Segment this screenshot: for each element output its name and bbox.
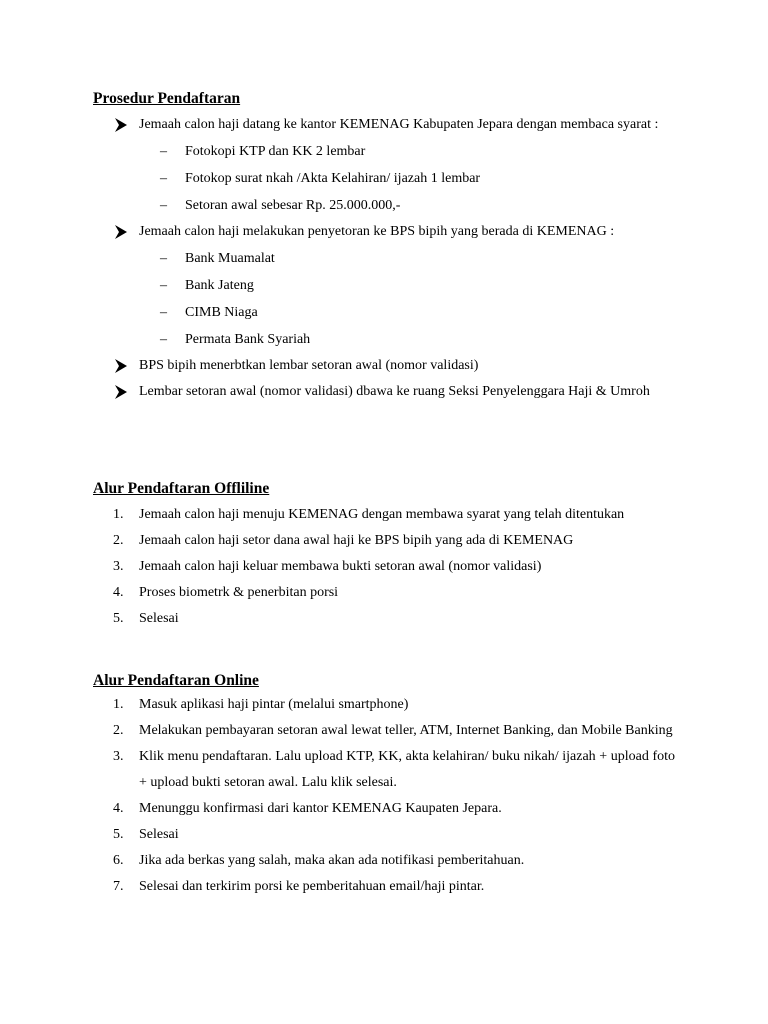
dash-marker: – <box>160 278 167 293</box>
arrowhead-bullet-icon <box>115 118 127 132</box>
sub-item <box>93 245 675 272</box>
list-item-text: Melakukan pembayaran setoran awal lewat teller, ATM, Internet Banking, dan Mobile Banking <box>139 723 673 738</box>
list-number: 4. <box>113 801 124 816</box>
online-section <box>93 671 675 900</box>
dash-marker: – <box>160 332 167 347</box>
dash-marker: – <box>160 198 167 213</box>
arrowhead-bullet-icon <box>115 359 127 373</box>
list-item-text: Jemaah calon haji setor dana awal haji ke BPS bipih yang ada di KEMENAG <box>139 533 574 548</box>
sub-item-text: Permata Bank Syariah <box>185 332 311 347</box>
prosedur-item-text: BPS bipih menerbtkan lembar setoran awal (nomor validasi) <box>139 358 479 373</box>
sub-item-text: CIMB Niaga <box>185 305 258 320</box>
prosedur-item-1 <box>93 112 675 138</box>
dash-marker: – <box>160 251 167 266</box>
list-item-text: Selesai <box>139 827 179 842</box>
sub-item <box>93 138 675 165</box>
sub-item <box>93 272 675 299</box>
list-item <box>93 822 675 848</box>
arrowhead-bullet-icon <box>115 385 127 399</box>
list-item-text: Jemaah calon haji keluar membawa bukti setoran awal (nomor validasi) <box>139 559 542 574</box>
sub-item-text: Fotokopi KTP dan KK 2 lembar <box>185 144 366 159</box>
list-item-text: Jika ada berkas yang salah, maka akan ada notifikasi pemberitahuan. <box>139 853 525 868</box>
list-item-text: Jemaah calon haji menuju KEMENAG dengan membawa syarat yang telah ditentukan <box>139 507 625 522</box>
list-number: 4. <box>113 585 124 600</box>
prosedur-item-text: Lembar setoran awal (nomor validasi) dbawa ke ruang Seksi Penyelenggara Haji & Umroh <box>139 384 650 399</box>
list-number: 7. <box>113 879 124 894</box>
list-item-text: Selesai dan terkirim porsi ke pemberitahuan email/haji pintar. <box>139 879 485 894</box>
sub-item <box>93 165 675 192</box>
prosedur-item-text: Jemaah calon haji melakukan penyetoran ke BPS bipih yang berada di KEMENAG : <box>139 224 615 239</box>
prosedur-section <box>93 89 675 405</box>
arrowhead-bullet-icon <box>115 225 127 239</box>
list-item <box>93 606 675 632</box>
sub-item <box>93 299 675 326</box>
prosedur-item-3 <box>93 353 675 379</box>
list-item <box>93 744 675 796</box>
list-item <box>93 554 675 580</box>
list-item <box>93 502 675 528</box>
list-item <box>93 580 675 606</box>
dash-marker: – <box>160 144 167 159</box>
list-item-text: Masuk aplikasi haji pintar (melalui smartphone) <box>139 697 409 712</box>
list-item-text: Selesai <box>139 611 179 626</box>
sub-item-text: Fotokop surat nkah /Akta Kelahiran/ ijazah 1 lembar <box>185 171 481 186</box>
list-number: 5. <box>113 827 124 842</box>
list-number: 1. <box>113 697 124 712</box>
offline-heading: Alur Pendaftaran Offliline <box>93 480 270 497</box>
dash-marker: – <box>160 171 167 186</box>
list-item <box>93 692 675 718</box>
sub-item <box>93 326 675 353</box>
list-number: 3. <box>113 559 124 574</box>
sub-item-text: Bank Jateng <box>185 278 254 293</box>
dash-marker: – <box>160 305 167 320</box>
list-number: 3. <box>113 749 124 764</box>
list-number: 6. <box>113 853 124 868</box>
list-item-text: Menunggu konfirmasi dari kantor KEMENAG Kaupaten Jepara. <box>139 801 502 816</box>
list-item <box>93 528 675 554</box>
list-item <box>93 796 675 822</box>
list-item <box>93 874 675 900</box>
offline-section <box>93 479 675 632</box>
list-item <box>93 718 675 744</box>
prosedur-heading: Prosedur Pendaftaran <box>93 90 241 107</box>
prosedur-item-4 <box>93 379 675 405</box>
sub-item <box>93 192 675 219</box>
sub-item-text: Setoran awal sebesar Rp. 25.000.000,- <box>185 198 401 213</box>
list-item-text: Proses biometrk & penerbitan porsi <box>139 585 339 600</box>
sub-item-text: Bank Muamalat <box>185 251 275 266</box>
online-heading: Alur Pendaftaran Online <box>93 672 259 689</box>
list-item-text: Klik menu pendaftaran. Lalu upload KTP, KK, akta kelahiran/ buku nikah/ ijazah + upload foto + upload bukti setoran awal. Lalu klik selesai. <box>139 749 675 790</box>
list-number: 2. <box>113 533 124 548</box>
list-number: 1. <box>113 507 124 522</box>
list-item <box>93 848 675 874</box>
prosedur-item-text: Jemaah calon haji datang ke kantor KEMENAG Kabupaten Jepara dengan membaca syarat : <box>139 117 659 132</box>
list-number: 2. <box>113 723 124 738</box>
prosedur-item-2 <box>93 219 675 245</box>
list-number: 5. <box>113 611 124 626</box>
